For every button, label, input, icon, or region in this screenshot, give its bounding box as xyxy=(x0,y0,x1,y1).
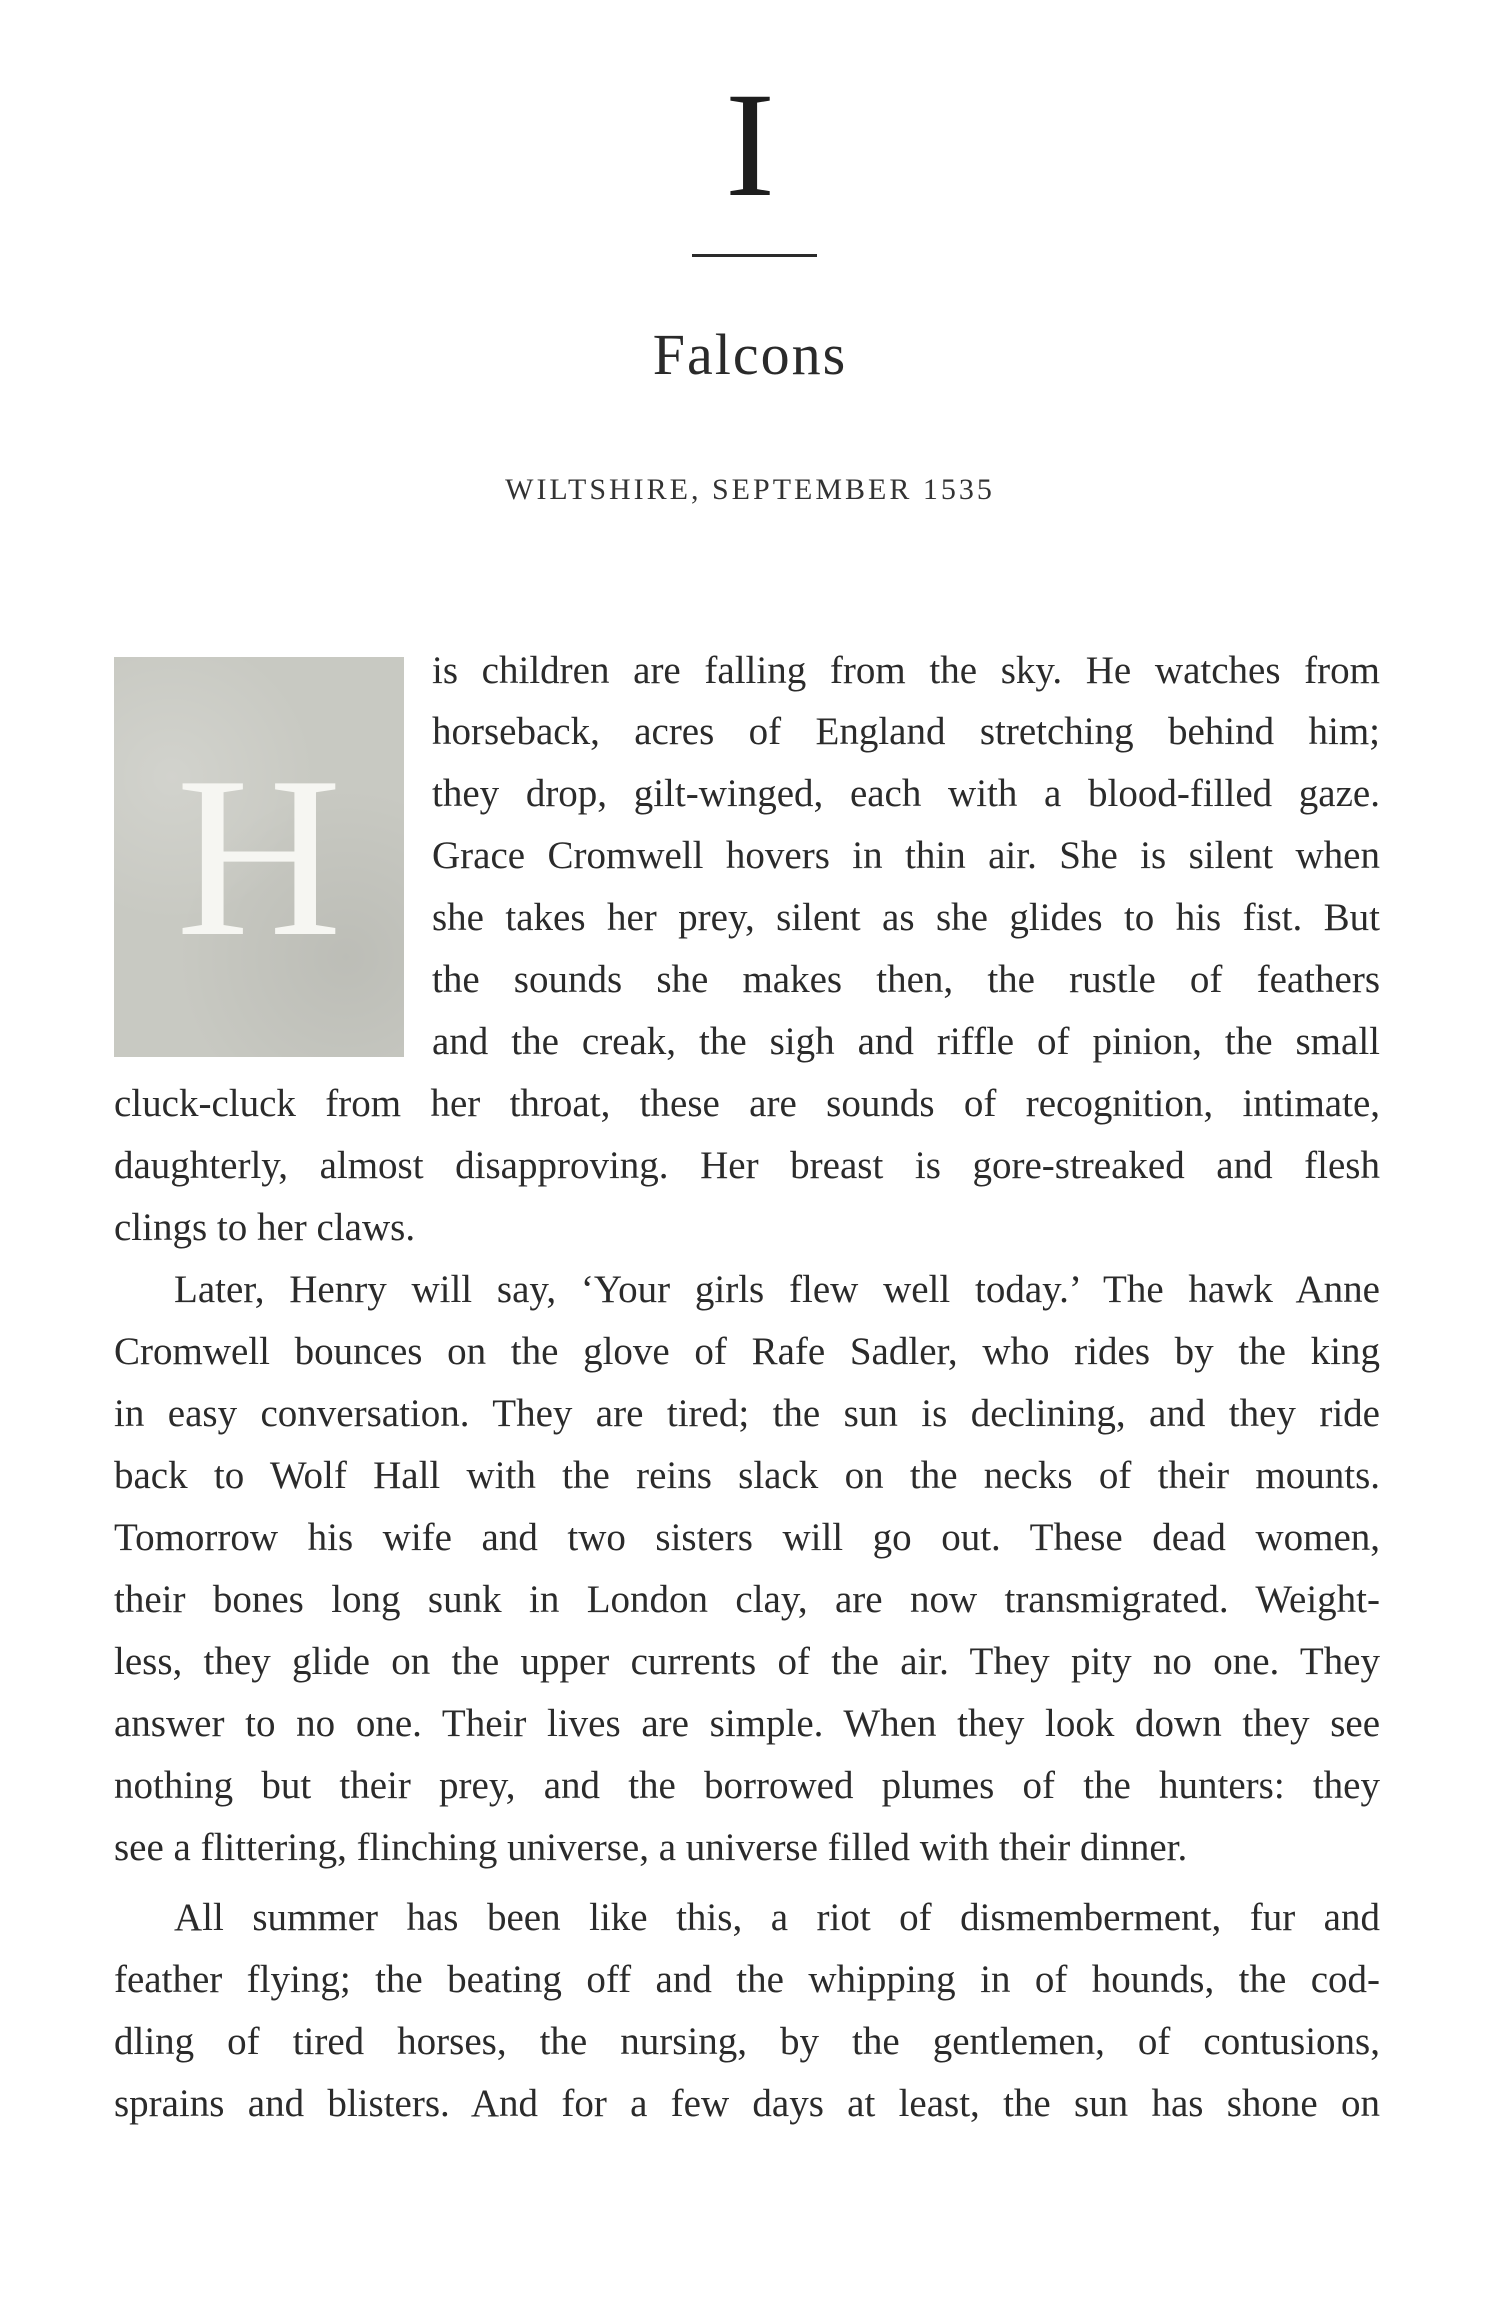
chapter-place-date: WILTSHIRE, SEPTEMBER 1535 xyxy=(505,473,995,506)
chapter-numeral: I xyxy=(725,62,775,228)
text-line: is children are falling from the sky. He watches from xyxy=(432,649,1380,692)
text-line: Tomorrow his wife and two sisters will go out. These dead women, xyxy=(114,1516,1380,1559)
text-line: in easy conversation. They are tired; the sun is declining, and they ride xyxy=(114,1392,1380,1435)
chapter-divider-rule xyxy=(692,254,817,257)
text-line: back to Wolf Hall with the reins slack on the necks of their mounts. xyxy=(114,1454,1380,1497)
text-line: less, they glide on the upper currents of the air. They pity no one. They xyxy=(114,1640,1380,1683)
text-line: see a flittering, flinching universe, a universe filled with their dinner. xyxy=(114,1826,1188,1869)
drop-cap-box xyxy=(114,657,404,1057)
text-line: cluck-cluck from her throat, these are sounds of recognition, intimate, xyxy=(114,1082,1380,1125)
text-line: and the creak, the sigh and riffle of pinion, the small xyxy=(432,1020,1380,1063)
text-line: Grace Cromwell hovers in thin air. She is silent when xyxy=(432,834,1380,877)
text-line: Cromwell bounces on the glove of Rafe Sadler, who rides by the king xyxy=(114,1330,1380,1373)
text-line: nothing but their prey, and the borrowed plumes of the hunters: they xyxy=(114,1764,1380,1807)
text-line: clings to her claws. xyxy=(114,1206,416,1249)
text-line: dling of tired horses, the nursing, by the gentlemen, of contusions, xyxy=(114,2020,1380,2063)
text-line: Later, Henry will say, ‘Your girls flew well today.’ The hawk Anne xyxy=(174,1268,1380,1311)
text-line: sprains and blisters. And for a few days at least, the sun has shone on xyxy=(114,2082,1380,2125)
text-line: All summer has been like this, a riot of dismemberment, fur and xyxy=(174,1896,1380,1939)
chapter-title: Falcons xyxy=(652,322,848,387)
drop-cap-letter: H xyxy=(175,729,343,984)
text-line: feather flying; the beating off and the whipping in of hounds, the cod- xyxy=(114,1958,1380,2001)
text-line: horseback, acres of England stretching behind him; xyxy=(432,710,1380,753)
text-line: she takes her prey, silent as she glides to his fist. But xyxy=(432,896,1380,939)
text-line: their bones long sunk in London clay, are now transmigrated. Weight- xyxy=(114,1578,1380,1621)
text-line: daughterly, almost disapproving. Her breast is gore-streaked and flesh xyxy=(114,1144,1380,1187)
text-line: the sounds she makes then, the rustle of feathers xyxy=(432,958,1380,1001)
text-line: they drop, gilt-winged, each with a blood-filled gaze. xyxy=(432,772,1380,815)
text-line: answer to no one. Their lives are simple. When they look down they see xyxy=(114,1702,1380,1745)
